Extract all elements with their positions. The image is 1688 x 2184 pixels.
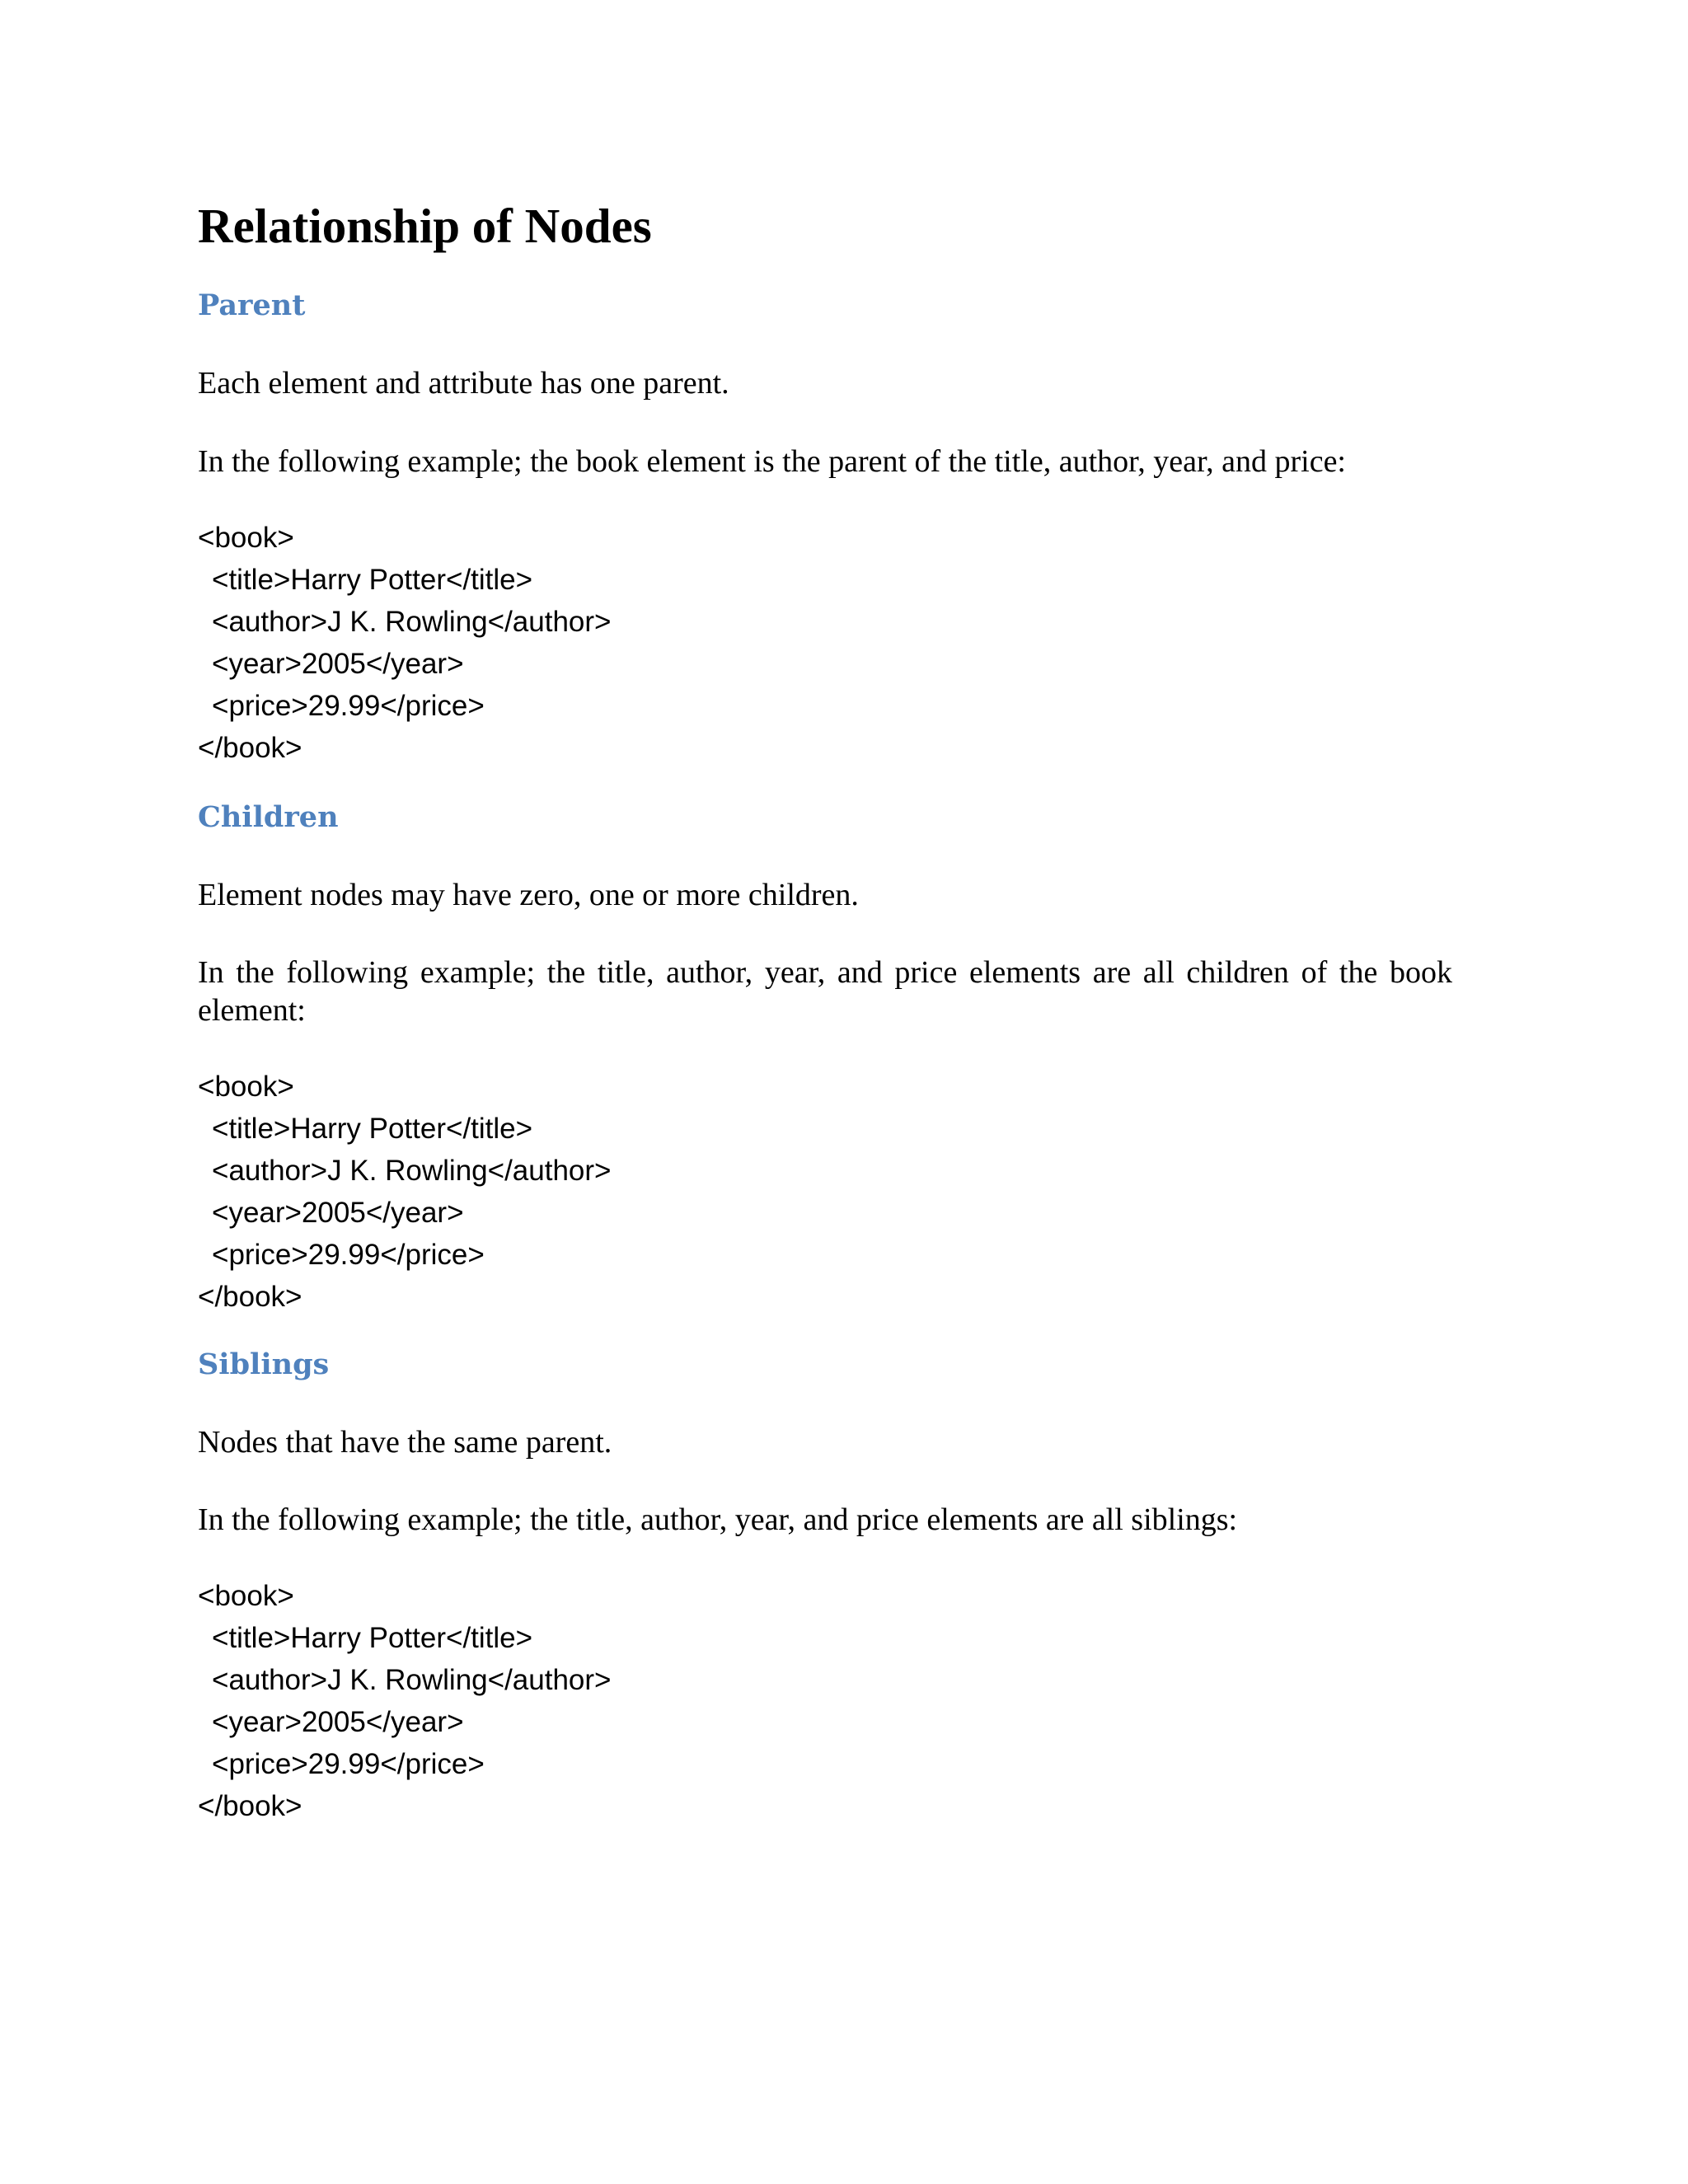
code-line: <price>29.99</price>: [212, 690, 485, 722]
code-line: <year>2005</year>: [212, 1197, 464, 1229]
code-block-siblings: [198, 1575, 611, 1827]
code-line: <book>: [198, 522, 294, 554]
code-line: <price>29.99</price>: [212, 1748, 485, 1780]
section-heading-siblings: Siblings: [198, 1347, 330, 1381]
code-line: <price>29.99</price>: [212, 1239, 485, 1271]
paragraph-siblings-definition: Nodes that have the same parent.: [198, 1425, 612, 1460]
paragraph-parent-example-intro: In the following example; the book element is the parent of the title, author, year, and price:: [198, 444, 1346, 479]
code-block-children: [198, 1066, 611, 1318]
code-line: <title>Harry Potter</title>: [212, 564, 533, 596]
code-line: <book>: [198, 1071, 294, 1103]
code-line: <title>Harry Potter</title>: [212, 1113, 533, 1145]
code-block-parent: [198, 517, 611, 769]
section-heading-parent: Parent: [198, 288, 306, 322]
section-heading-children: Children: [198, 800, 339, 834]
page-title: Relationship of Nodes: [198, 199, 652, 253]
code-line: <author>J K. Rowling</author>: [212, 1664, 612, 1696]
paragraph-parent-definition: Each element and attribute has one parent.: [198, 366, 729, 401]
paragraph-children-definition: Element nodes may have zero, one or more children.: [198, 878, 859, 912]
code-line: </book>: [198, 1281, 302, 1313]
code-line: <author>J K. Rowling</author>: [212, 606, 612, 638]
code-line: <author>J K. Rowling</author>: [212, 1155, 612, 1187]
paragraph-siblings-example-intro: In the following example; the title, author, year, and price elements are all siblings:: [198, 1502, 1238, 1537]
paragraph-children-example-intro: In the following example; the title, author, year, and price elements are all children of the book element:: [198, 955, 1452, 1028]
code-line: <title>Harry Potter</title>: [212, 1622, 533, 1654]
code-line: <book>: [198, 1580, 294, 1612]
code-line: <year>2005</year>: [212, 648, 464, 680]
code-line: </book>: [198, 732, 302, 764]
code-line: </book>: [198, 1790, 302, 1822]
code-line: <year>2005</year>: [212, 1706, 464, 1738]
